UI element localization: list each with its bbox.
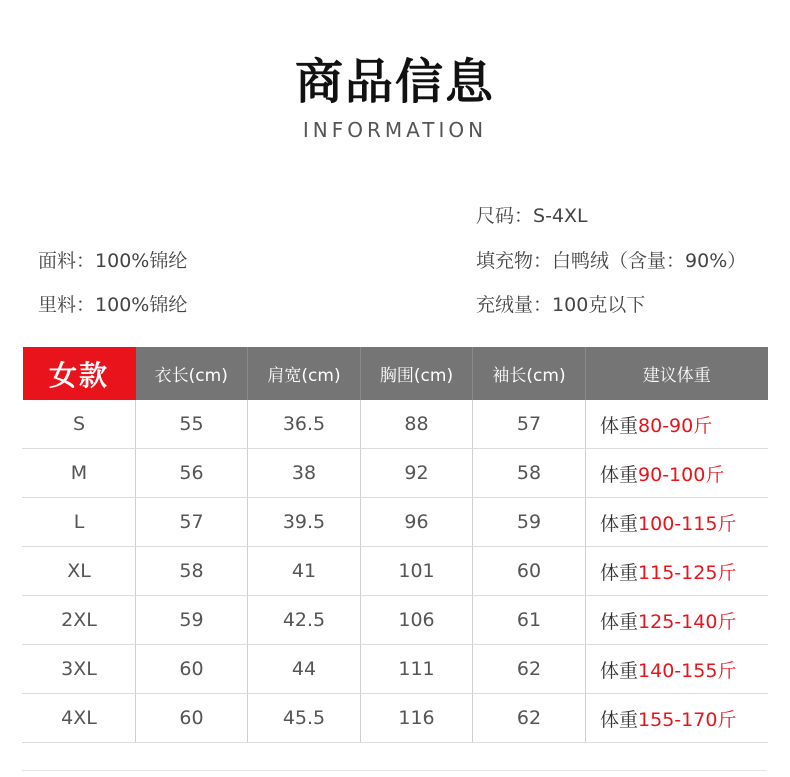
info-lining xyxy=(38,292,187,318)
chest-cell: 96 xyxy=(361,498,473,547)
weight-cell xyxy=(586,400,768,449)
info-label: 充绒量： xyxy=(476,294,553,316)
table-row xyxy=(23,645,768,694)
size-cell: M xyxy=(23,449,136,498)
column-header-weight: 建议体重 xyxy=(586,347,768,400)
info-filling xyxy=(476,248,746,274)
weight-range: 100-115斤 xyxy=(638,512,737,535)
size-chart-table xyxy=(22,347,768,743)
sleeve-cell: 59 xyxy=(473,498,586,547)
sleeve-cell: 57 xyxy=(473,400,586,449)
bottom-divider xyxy=(22,770,767,771)
page-title: 商品信息 xyxy=(294,54,495,110)
column-header-shoulder: 肩宽(cm) xyxy=(248,347,361,400)
length-cell: 56 xyxy=(136,449,248,498)
length-cell: 60 xyxy=(136,645,248,694)
info-fill-weight xyxy=(476,292,645,318)
info-label: 填充物： xyxy=(476,250,553,272)
weight-cell xyxy=(586,449,768,498)
weight-cell xyxy=(586,694,768,743)
length-cell: 55 xyxy=(136,400,248,449)
brand-badge: 女款 xyxy=(23,347,136,400)
info-fabric xyxy=(38,248,187,274)
weight-prefix: 体重 xyxy=(600,463,639,486)
sleeve-cell: 62 xyxy=(473,694,586,743)
size-cell: 4XL xyxy=(23,694,136,743)
weight-prefix: 体重 xyxy=(600,659,639,682)
sleeve-cell: 62 xyxy=(473,645,586,694)
info-value: 100%锦纶 xyxy=(95,294,188,316)
shoulder-cell: 41 xyxy=(248,547,361,596)
info-value: 白鸭绒（含量：90%） xyxy=(552,250,747,272)
page-subtitle: INFORMATION xyxy=(302,118,488,142)
table-row xyxy=(23,498,768,547)
chest-cell: 106 xyxy=(361,596,473,645)
table-row xyxy=(23,596,768,645)
table-header-row xyxy=(23,347,768,400)
size-cell: XL xyxy=(23,547,136,596)
length-cell: 59 xyxy=(136,596,248,645)
size-cell: 3XL xyxy=(23,645,136,694)
weight-prefix: 体重 xyxy=(600,708,639,731)
weight-range: 140-155斤 xyxy=(638,659,737,682)
weight-range: 80-90斤 xyxy=(638,414,713,437)
length-cell: 58 xyxy=(136,547,248,596)
info-label: 面料： xyxy=(38,250,96,272)
weight-range: 90-100斤 xyxy=(638,463,725,486)
chest-cell: 92 xyxy=(361,449,473,498)
sleeve-cell: 58 xyxy=(473,449,586,498)
shoulder-cell: 39.5 xyxy=(248,498,361,547)
column-header-sleeve: 袖长(cm) xyxy=(473,347,586,400)
weight-prefix: 体重 xyxy=(600,561,639,584)
size-cell: L xyxy=(23,498,136,547)
info-label: 尺码： xyxy=(476,205,534,227)
shoulder-cell: 36.5 xyxy=(248,400,361,449)
weight-prefix: 体重 xyxy=(600,414,639,437)
length-cell: 57 xyxy=(136,498,248,547)
info-value: S-4XL xyxy=(533,205,588,227)
chest-cell: 116 xyxy=(361,694,473,743)
weight-prefix: 体重 xyxy=(600,610,639,633)
weight-range: 115-125斤 xyxy=(638,561,737,584)
info-value: 100克以下 xyxy=(552,294,646,316)
chest-cell: 101 xyxy=(361,547,473,596)
info-size-range xyxy=(476,203,588,229)
weight-range: 125-140斤 xyxy=(638,610,737,633)
table-row xyxy=(23,547,768,596)
column-header-chest: 胸围(cm) xyxy=(361,347,473,400)
sleeve-cell: 61 xyxy=(473,596,586,645)
shoulder-cell: 44 xyxy=(248,645,361,694)
weight-cell xyxy=(586,645,768,694)
size-cell: S xyxy=(23,400,136,449)
shoulder-cell: 42.5 xyxy=(248,596,361,645)
size-cell: 2XL xyxy=(23,596,136,645)
weight-cell xyxy=(586,498,768,547)
shoulder-cell: 45.5 xyxy=(248,694,361,743)
info-label: 里料： xyxy=(38,294,96,316)
shoulder-cell: 38 xyxy=(248,449,361,498)
column-header-length: 衣长(cm) xyxy=(136,347,248,400)
weight-cell xyxy=(586,596,768,645)
table-row xyxy=(23,400,768,449)
weight-cell xyxy=(586,547,768,596)
table-row xyxy=(23,694,768,743)
info-value: 100%锦纶 xyxy=(95,250,188,272)
chest-cell: 88 xyxy=(361,400,473,449)
length-cell: 60 xyxy=(136,694,248,743)
weight-prefix: 体重 xyxy=(600,512,639,535)
chest-cell: 111 xyxy=(361,645,473,694)
table-row xyxy=(23,449,768,498)
weight-range: 155-170斤 xyxy=(638,708,737,731)
sleeve-cell: 60 xyxy=(473,547,586,596)
